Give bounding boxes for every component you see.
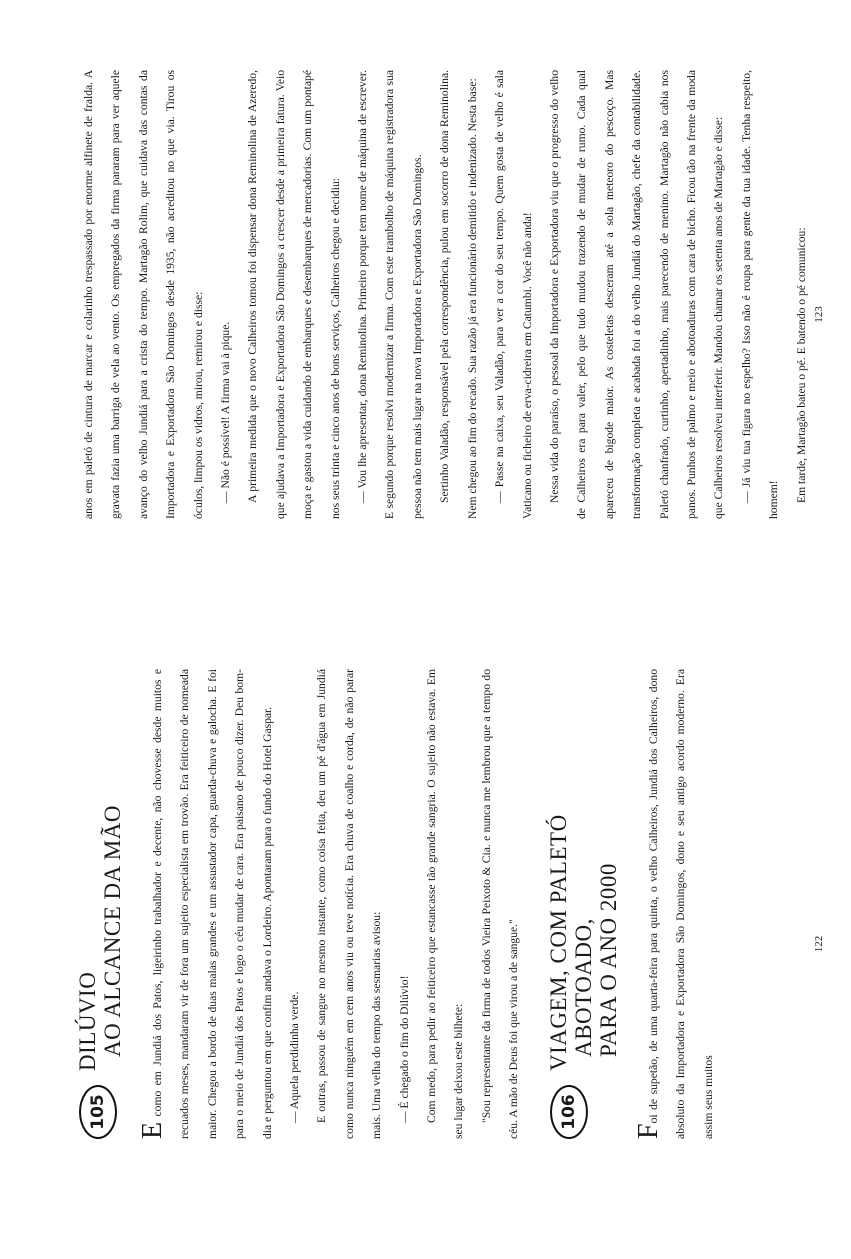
paragraph: E outras, passou de sangue no mesmo instante, como coisa feita, deu um pé d'água em Jundiá como nunca ninguém em cem anos viu ou teve notícia. Era chuva de coalho e corda, de não parar mais. Uma velha do tempo das sesmarias avisou: [315, 669, 384, 1139]
paragraph: Em tarde, Martagão bateu o pé. E batendo o pé comunicou: [794, 227, 808, 503]
paragraph: — Já viu tua figura no espelho? Isso não é roupa para gente da tua idade. Tenha respeito, homem! [739, 70, 781, 519]
paragraph: — É chegado o fim do Dilúvio! [397, 975, 411, 1123]
paragraph: Nessa vida do paraíso, o pessoal da Importadora e Exportadora viu que o progresso do velho de Calheiros era para valer, pelo que tudo mudou trazendo de mudar de rumo. Cada qual apareceu de bigode maior. As costeletas desceram até a sola meteoro do pescoço. Mas transformação completa e acabada foi a do velho Jundiá do Martagão, chefe da contabilidade. Paletó chanfrado, curtinho, apertadinho, mais parecendo de menino. Martagão não cabia nos panos. Punhos de palmo e meio e abotoaduras com cara de bicho. Ficou tão na frente da moda que Calheiros resolveu interferir. Mandou chamar os setenta anos de Martagão e disse: [547, 70, 726, 519]
paragraph: "Sou representante da firma de todos Vieira Peixoto & Cia. e nunca me lembrou que a tempo do céu. A mão de Deus foi que virou a de sangue." [479, 669, 521, 1139]
paragraph: — Aquela perdidinha verde. [288, 991, 302, 1123]
paragraph: anos em paletó de cintura de marcar e colarinho trespassado por enorme alfinete de fralda. A gravata fazia uma barriga de vela ao vento. Os empregados da firma pararam para ver aquele avanço do velho Jundiá para a crista do tempo. Martagão Rolim, que cuidava das contas da Importadora e Exportadora São Domingos desde 1935, não acreditou no que via. Tirou os óculos, limpou os vidros, mirou, remirou e disse: [82, 70, 205, 519]
entry-title-line: DILÚVIO [75, 971, 100, 1071]
entry-number-badge: 105 [79, 1085, 117, 1139]
paragraph: Com medo, para pedir ao feiticeiro que estancasse tão grande sangria. O sujeito não estava. Em seu lugar deixou este bilhete: [425, 669, 466, 1139]
entry-title-line: PARA O ANO 2000 [595, 863, 621, 1057]
left-page [0, 629, 851, 1259]
entry-title [75, 805, 125, 1071]
paragraph: E como em Jundiá dos Patos, ligeirinho trabalhador e decente, não chovesse desde muitos e recuados meses, mandaram vir de fora um sujeito especialista em trovão. Era feiticeiro de nomeada maior. Chegou a bordo de duas malas grandes e um assustador capa, guarda-chuva e galocha. E foi para o meio de Jundiá dos Patos e logo o céu mudar de cara. Era paisano de pouco dizer. Deu bom-dia e perguntou em que confim andava o Lordeiro. Apontaram para o fundo do Hotel Gaspar. [137, 669, 274, 1139]
paragraph: — Passe na caixa, seu Valadão, para ver a cor do seu tempo. Quem gosta de velho é sala Vaticano ou ficheiro de erva-cidreira em Catumbi. Você não anda! [493, 70, 534, 519]
paragraph: — Não é possível! A firma vai à pique. [219, 321, 233, 503]
entry-title-line: VIAGEM, COM PALETÓ [545, 814, 571, 1071]
paragraph: A primeira medida que o novo Calheiros tomou foi dispensar dona Reminolina de Azeredo, que ajudava a Importadora e Exportadora São Domingos a crescer desde a primeira fatura. Veio moça e gastou a vida cuidando de embarques e desembarques de mercadorias. Com um pontapé nos seus trinta e cinco anos de bons serviços, Calheiros chegou e decidiu: [246, 70, 342, 519]
entry-header [75, 669, 125, 1139]
page-number: 123 [813, 306, 825, 323]
paragraph: — Vou lhe apresentar, dona Reminolina. Primeiro porque tem nome de máquina de escrever. E segundo porque resolvi modernizar a firma. Com este trambolho de máquina registradora sua pessoa não tem mais lugar na nova Importadora e Exportadora São Domingos. [356, 70, 424, 519]
entry-title [546, 814, 621, 1071]
entry-number-badge: 106 [550, 1085, 588, 1139]
page-number: 122 [813, 935, 825, 953]
paragraph: Sertinho Valadão, responsável pela correspondência, pulou em socorro de dona Reminolina. Nem chegou ao fim do recado. Sua razão já era funcionário demitido e indenizado. Nesta base: [438, 70, 479, 519]
entry-title-line: ABOTOADO, [570, 918, 596, 1057]
entry-105 [75, 669, 528, 1139]
entry-106 [546, 669, 722, 1139]
right-page [0, 0, 851, 629]
paragraph: Foi de supetão, de uma quarta-feira para quinta, o velho Calheiros, Jundiá dos Calheiros, dono absoluto da Importadora e Exportadora São Domingos, dono e seu antigo acordo moderno. Era assim seus muitos [632, 669, 715, 1139]
entry-header [546, 669, 621, 1139]
entry-title-line: AO ALCANCE DA MÃO [100, 805, 125, 1057]
